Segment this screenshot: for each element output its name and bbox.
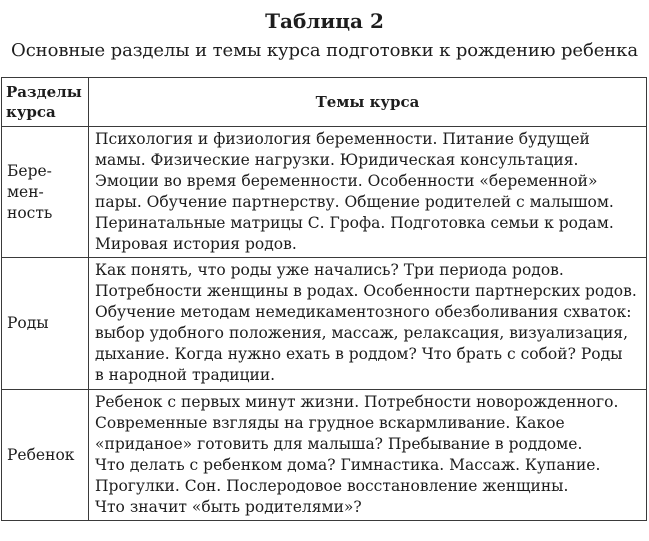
section-cell [2,390,89,521]
section-cell [2,127,89,258]
topic-line: Как понять, что роды уже начались? Три периода родов. [95,261,564,279]
topic-line: в народной традиции. [95,366,276,384]
topic-line: «приданое» готовить для малыша? Пребывание в роддоме. [95,435,583,453]
table-header-row [2,78,647,127]
topic-line: Перинатальные матрицы С. Грофа. Подготовка семьи к родам. [95,214,614,232]
topic-line: выбор удобного положения, массаж, релаксация, визуализация, [95,324,628,342]
table-title: Основные разделы и темы курса подготовки к рождению ребенка [11,40,638,61]
table-row-child [2,390,647,521]
header-sections-line: Разделы [6,83,82,101]
table-row-pregnancy [2,127,647,258]
topic-line: дыхание. Когда нужно ехать в роддом? Что брать с собой? Роды [95,345,623,363]
topic-line: Обучение методам немедикаментозного обезболивания схваток: [95,303,632,321]
topic-line: Современные взгляды на грудное вскармливание. Какое [95,414,565,432]
course-table [1,77,647,521]
topic-line: Прогулки. Сон. Послеродовое восстановление женщины. [95,477,569,495]
topics-cell [89,390,647,521]
topic-line: пары. Обучение партнерству. Общение родителей с малышом. [95,193,614,211]
section-line: Ребенок [7,445,75,464]
table-row-birth [2,258,647,390]
topic-line: Что делать с ребенком дома? Гимнастика. Массаж. Купание. [95,456,601,474]
topic-line: Мировая история родов. [95,235,297,253]
section-line: Бере- [7,161,52,180]
header-sections [2,78,89,127]
section-line: ность [7,203,53,222]
header-topics: Темы курса [89,78,647,127]
section-line: мен- [7,182,44,201]
topic-line: Ребенок с первых минут жизни. Потребности новорожденного. [95,393,619,411]
topic-line: Потребности женщины в родах. Особенности партнерских родов. [95,282,637,300]
header-sections-line: курса [6,103,56,121]
topics-cell [89,258,647,390]
section-line: Роды [7,314,49,332]
table-number: Таблица 2 [265,9,384,33]
topic-line: Что значит «быть родителями»? [95,498,362,516]
topics-cell [89,127,647,258]
section-cell [2,258,89,390]
topic-line: Психология и физиология беременности. Питание будущей [95,130,590,148]
topic-line: Эмоции во время беременности. Особенности «беременной» [95,172,598,190]
topic-line: мамы. Физические нагрузки. Юридическая консультация. [95,151,579,169]
